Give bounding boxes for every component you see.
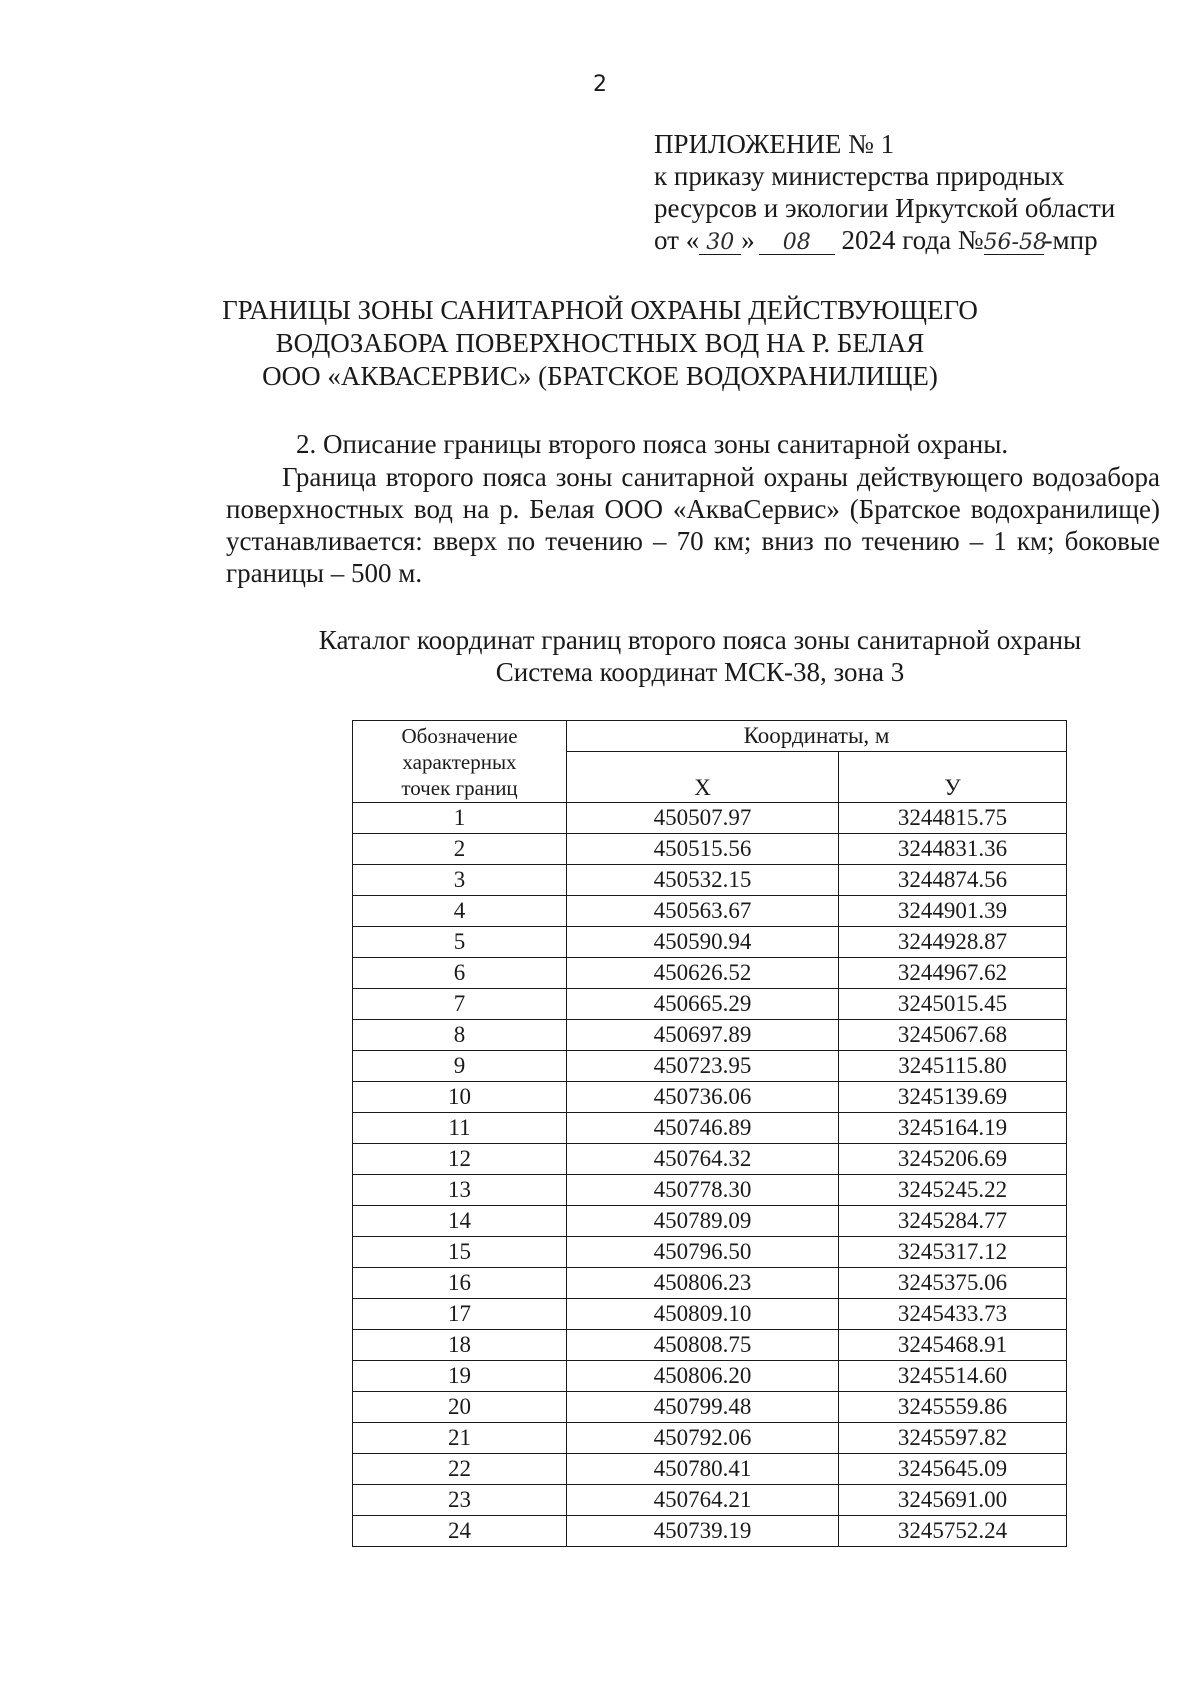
cell-x: 450789.09 bbox=[567, 1206, 839, 1237]
cell-point: 24 bbox=[353, 1516, 567, 1547]
cell-point: 2 bbox=[353, 834, 567, 865]
cell-point: 21 bbox=[353, 1423, 567, 1454]
table-row bbox=[353, 1516, 1067, 1547]
cell-y: 3245206.69 bbox=[839, 1144, 1067, 1175]
table-row bbox=[353, 958, 1067, 989]
table-row bbox=[353, 803, 1067, 834]
cell-y: 3245164.19 bbox=[839, 1113, 1067, 1144]
cell-point: 14 bbox=[353, 1206, 567, 1237]
cell-y: 3244967.62 bbox=[839, 958, 1067, 989]
cell-y: 3245067.68 bbox=[839, 1020, 1067, 1051]
cell-y: 3245015.45 bbox=[839, 989, 1067, 1020]
cell-point: 1 bbox=[353, 803, 567, 834]
table-row bbox=[353, 1113, 1067, 1144]
cell-y: 3245433.73 bbox=[839, 1299, 1067, 1330]
cell-x: 450778.30 bbox=[567, 1175, 839, 1206]
table-row bbox=[353, 1082, 1067, 1113]
cell-y: 3245597.82 bbox=[839, 1423, 1067, 1454]
cell-x: 450799.48 bbox=[567, 1392, 839, 1423]
cell-x: 450665.29 bbox=[567, 989, 839, 1020]
table-row bbox=[353, 1485, 1067, 1516]
coordinates-table bbox=[352, 720, 1067, 1547]
table-row bbox=[353, 834, 1067, 865]
cell-x: 450697.89 bbox=[567, 1020, 839, 1051]
cell-point: 15 bbox=[353, 1237, 567, 1268]
cell-point: 5 bbox=[353, 927, 567, 958]
cell-x: 450764.32 bbox=[567, 1144, 839, 1175]
handwritten-month: 08 bbox=[759, 232, 835, 255]
cell-point: 6 bbox=[353, 958, 567, 989]
cell-x: 450532.15 bbox=[567, 865, 839, 896]
header-point-label: Обозначение характерных точек границ bbox=[353, 721, 567, 803]
table-row bbox=[353, 1330, 1067, 1361]
cell-point: 19 bbox=[353, 1361, 567, 1392]
title-line-1: ГРАНИЦЫ ЗОНЫ САНИТАРНОЙ ОХРАНЫ ДЕЙСТВУЮЩЕГО bbox=[222, 295, 978, 325]
caption-line-1: Каталог координат границ второго пояса зоны санитарной охраны bbox=[318, 625, 1082, 655]
date-prefix: от « bbox=[654, 225, 700, 255]
cell-x: 450590.94 bbox=[567, 927, 839, 958]
cell-x: 450780.41 bbox=[567, 1454, 839, 1485]
cell-point: 17 bbox=[353, 1299, 567, 1330]
cell-x: 450806.23 bbox=[567, 1268, 839, 1299]
handwritten-day: 30 bbox=[699, 232, 741, 255]
cell-x: 450626.52 bbox=[567, 958, 839, 989]
table-row bbox=[353, 1268, 1067, 1299]
cell-point: 13 bbox=[353, 1175, 567, 1206]
table-row bbox=[353, 1020, 1067, 1051]
cell-point: 12 bbox=[353, 1144, 567, 1175]
cell-point: 22 bbox=[353, 1454, 567, 1485]
cell-x: 450563.67 bbox=[567, 896, 839, 927]
cell-y: 3245514.60 bbox=[839, 1361, 1067, 1392]
header-y: У bbox=[839, 752, 1067, 803]
section-heading: 2. Описание границы второго пояса зоны санитарной охраны. bbox=[296, 429, 1009, 459]
cell-y: 3244815.75 bbox=[839, 803, 1067, 834]
appendix-line-1: к приказу министерства природных bbox=[654, 161, 1065, 191]
cell-y: 3244831.36 bbox=[839, 834, 1067, 865]
cell-y: 3245375.06 bbox=[839, 1268, 1067, 1299]
cell-y: 3245559.86 bbox=[839, 1392, 1067, 1423]
table-row bbox=[353, 1361, 1067, 1392]
header-coordinates: Координаты, м bbox=[567, 721, 1067, 752]
caption-line-2: Система координат МСК-38, зона 3 bbox=[495, 657, 905, 687]
order-suffix: -мпр bbox=[1043, 225, 1098, 255]
table-row bbox=[353, 1299, 1067, 1330]
cell-x: 450808.75 bbox=[567, 1330, 839, 1361]
table-body bbox=[353, 803, 1067, 1547]
cell-y: 3245245.22 bbox=[839, 1175, 1067, 1206]
cell-y: 3245645.09 bbox=[839, 1454, 1067, 1485]
table-row bbox=[353, 1454, 1067, 1485]
cell-x: 450792.06 bbox=[567, 1423, 839, 1454]
table-row bbox=[353, 1144, 1067, 1175]
title-line-2: ВОДОЗАБОРА ПОВЕРХНОСТНЫХ ВОД НА Р. БЕЛАЯ bbox=[275, 328, 925, 358]
header-x: Х bbox=[567, 752, 839, 803]
coordinates-table-wrapper bbox=[352, 720, 1066, 1547]
cell-y: 3245115.80 bbox=[839, 1051, 1067, 1082]
cell-point: 11 bbox=[353, 1113, 567, 1144]
table-row bbox=[353, 1237, 1067, 1268]
cell-y: 3244928.87 bbox=[839, 927, 1067, 958]
document-title bbox=[0, 294, 1200, 393]
cell-y: 3244874.56 bbox=[839, 865, 1067, 896]
cell-point: 18 bbox=[353, 1330, 567, 1361]
date-mid: » bbox=[741, 225, 755, 255]
title-line-3: ООО «АКВАСЕРВИС» (БРАТСКОЕ ВОДОХРАНИЛИЩЕ) bbox=[262, 361, 938, 391]
table-row bbox=[353, 927, 1067, 958]
cell-x: 450736.06 bbox=[567, 1082, 839, 1113]
cell-point: 10 bbox=[353, 1082, 567, 1113]
table-row bbox=[353, 989, 1067, 1020]
table-row bbox=[353, 896, 1067, 927]
cell-x: 450507.97 bbox=[567, 803, 839, 834]
cell-point: 4 bbox=[353, 896, 567, 927]
cell-point: 16 bbox=[353, 1268, 567, 1299]
appendix-block bbox=[654, 128, 1174, 256]
cell-point: 7 bbox=[353, 989, 567, 1020]
page-number: 2 bbox=[593, 72, 607, 97]
appendix-date-line bbox=[654, 224, 1174, 256]
cell-point: 20 bbox=[353, 1392, 567, 1423]
table-row bbox=[353, 1206, 1067, 1237]
cell-point: 3 bbox=[353, 865, 567, 896]
cell-y: 3245468.91 bbox=[839, 1330, 1067, 1361]
table-row bbox=[353, 865, 1067, 896]
cell-x: 450515.56 bbox=[567, 834, 839, 865]
cell-x: 450739.19 bbox=[567, 1516, 839, 1547]
cell-point: 23 bbox=[353, 1485, 567, 1516]
cell-y: 3245317.12 bbox=[839, 1237, 1067, 1268]
table-row bbox=[353, 1423, 1067, 1454]
cell-x: 450723.95 bbox=[567, 1051, 839, 1082]
cell-y: 3245752.24 bbox=[839, 1516, 1067, 1547]
cell-x: 450746.89 bbox=[567, 1113, 839, 1144]
year-text: 2024 года № bbox=[834, 225, 984, 255]
appendix-title: ПРИЛОЖЕНИЕ № 1 bbox=[654, 129, 895, 159]
cell-point: 8 bbox=[353, 1020, 567, 1051]
table-row bbox=[353, 1392, 1067, 1423]
cell-y: 3245284.77 bbox=[839, 1206, 1067, 1237]
table-row bbox=[353, 1175, 1067, 1206]
cell-y: 3244901.39 bbox=[839, 896, 1067, 927]
cell-y: 3245139.69 bbox=[839, 1082, 1067, 1113]
cell-x: 450796.50 bbox=[567, 1237, 839, 1268]
table-caption bbox=[200, 624, 1200, 688]
cell-y: 3245691.00 bbox=[839, 1485, 1067, 1516]
table-row bbox=[353, 1051, 1067, 1082]
appendix-line-2: ресурсов и экологии Иркутской области bbox=[654, 193, 1116, 223]
cell-point: 9 bbox=[353, 1051, 567, 1082]
cell-x: 450806.20 bbox=[567, 1361, 839, 1392]
handwritten-order-number: 56-58 bbox=[983, 230, 1047, 255]
cell-x: 450764.21 bbox=[567, 1485, 839, 1516]
cell-x: 450809.10 bbox=[567, 1299, 839, 1330]
section-body: Граница второго пояса зоны санитарной охраны действующего водозабора поверхностных вод на р. Белая ООО «АкваСервис» (Братское водохранилище) устанавливается: вверх по течению – 70 км; вниз по течению – 1 км; боковые границы – 500 м. bbox=[226, 462, 1160, 588]
